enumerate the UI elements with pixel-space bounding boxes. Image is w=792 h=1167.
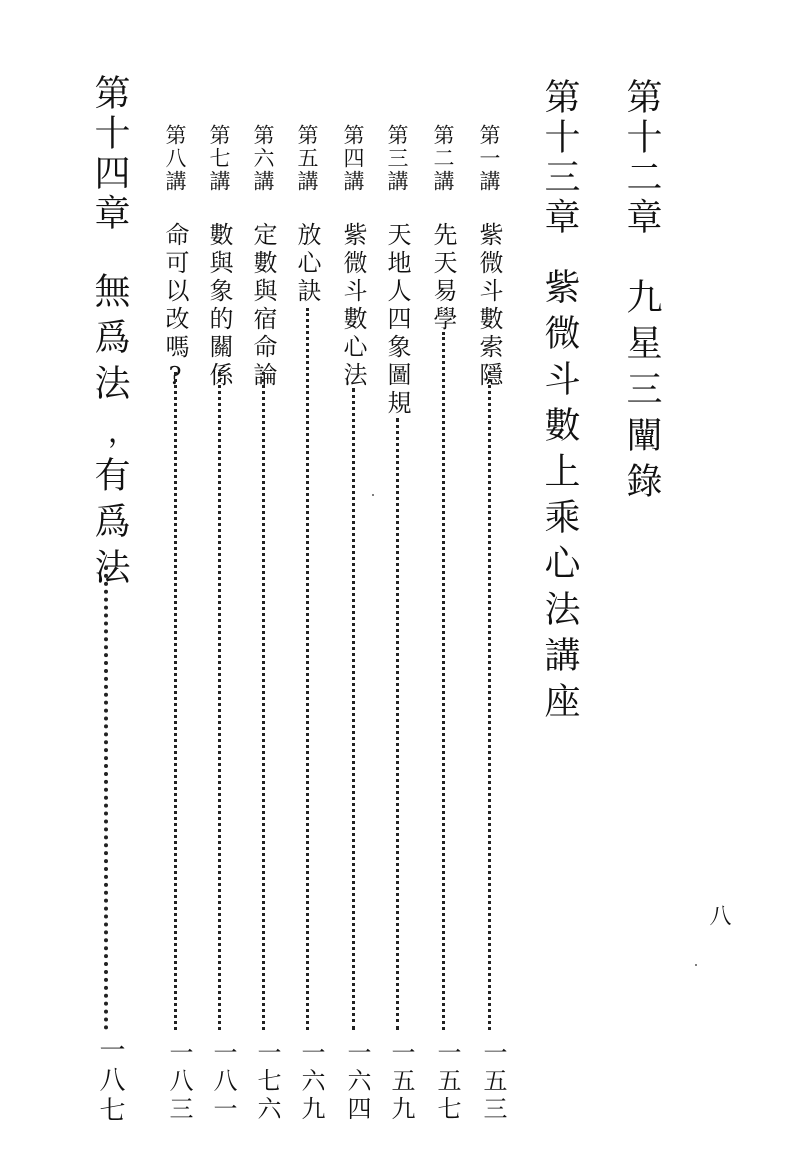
chapter-14-page: 一八七 — [95, 1036, 125, 1126]
chapter-14-leader — [104, 566, 112, 1030]
lecture-4-page: 一六四 — [343, 1040, 371, 1124]
chapter-12-title: 九星三闡錄 — [621, 278, 662, 508]
lecture-3-title: 天地人四象圖規 — [383, 222, 411, 418]
lecture-4-title: 紫微斗數心法 — [339, 222, 367, 390]
lecture-6-page: 一七六 — [253, 1040, 281, 1124]
chapter-13-number: 第十三章 — [539, 78, 580, 238]
lecture-3-leader — [396, 418, 402, 1030]
lecture-5-number: 第五講 — [295, 124, 319, 193]
lecture-7-title: 數與象的關係 — [205, 222, 233, 390]
lecture-1-page: 一五三 — [479, 1040, 507, 1124]
chapter-12-number: 第十二章 — [621, 78, 662, 238]
lecture-5-page: 一六九 — [297, 1040, 325, 1124]
lecture-5-title: 放心訣 — [293, 222, 321, 306]
lecture-2-number: 第二講 — [431, 124, 455, 193]
page-folio: 八 — [706, 904, 731, 926]
lecture-2-title: 先天易學 — [429, 222, 457, 334]
lecture-3-page: 一五九 — [387, 1040, 415, 1124]
lecture-8-leader — [174, 372, 180, 1030]
lecture-5-leader — [306, 308, 312, 1030]
chapter-14-number: 第十四章 — [89, 74, 130, 234]
lecture-7-leader — [218, 372, 224, 1030]
lecture-3-number: 第三講 — [385, 124, 409, 193]
lecture-8-page: 一八三 — [165, 1040, 193, 1124]
lecture-4-leader — [352, 388, 358, 1030]
lecture-6-leader — [262, 372, 268, 1030]
scan-speck — [372, 494, 374, 496]
lecture-6-number: 第六講 — [251, 124, 275, 193]
lecture-2-page: 一五七 — [433, 1040, 461, 1124]
lecture-2-leader — [442, 332, 448, 1030]
chapter-13-title: 紫微斗數上乘心法講座 — [539, 268, 580, 728]
lecture-1-title: 紫微斗數索隱 — [475, 222, 503, 390]
lecture-1-number: 第一講 — [477, 124, 501, 193]
lecture-7-number: 第七講 — [207, 124, 231, 193]
lecture-8-number: 第八講 — [163, 124, 187, 193]
lecture-8-title: 命可以改嗎? — [161, 222, 189, 394]
lecture-6-title: 定數與宿命論 — [249, 222, 277, 390]
lecture-4-number: 第四講 — [341, 124, 365, 193]
chapter-14-title: 無爲法﹐有爲法 — [89, 272, 130, 594]
scan-speck — [695, 964, 697, 966]
lecture-1-leader — [488, 372, 494, 1030]
lecture-7-page: 一八一 — [209, 1040, 237, 1124]
